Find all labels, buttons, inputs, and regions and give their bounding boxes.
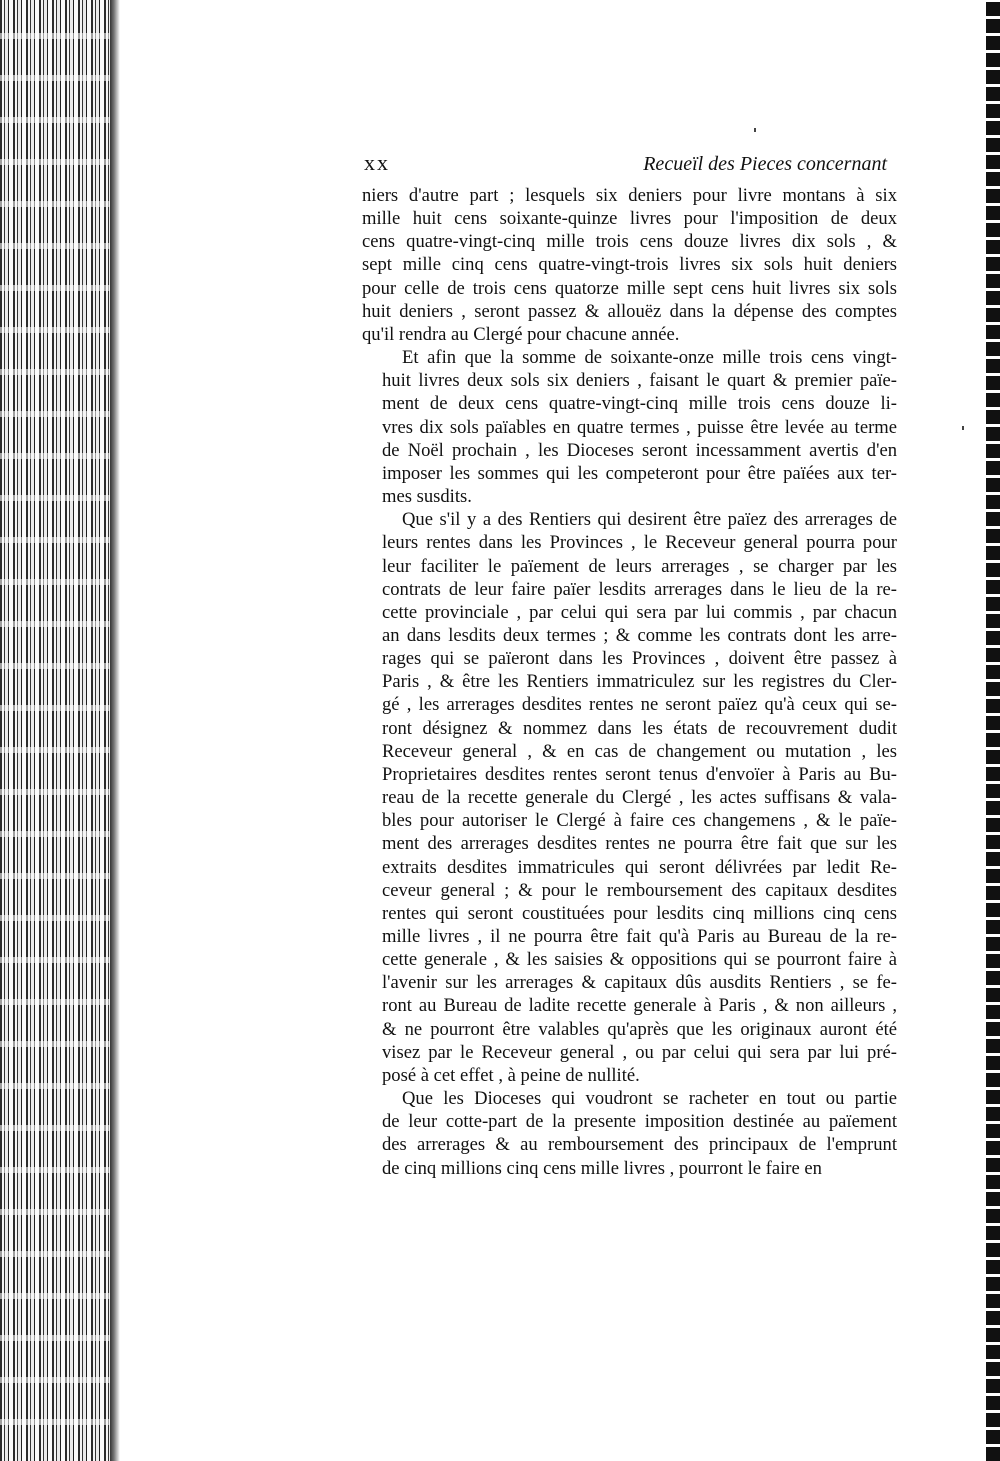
- text-line: ment des arrerages desdites rentes ne pourra être fait que sur les: [382, 833, 897, 855]
- running-head: [362, 150, 897, 184]
- text-line: vres dix sols païables en quatre termes , puisse être levée au terme: [382, 416, 897, 438]
- text-line: Et afin que la somme de soixante-onze mille trois cens vingt-: [402, 347, 897, 369]
- text-line: des arrerages & au remboursement des principaux de l'emprunt: [382, 1134, 897, 1156]
- text-line: ront au Bureau de ladite recette generale à Paris , & non ailleurs ,: [382, 995, 897, 1017]
- paragraph: [362, 508, 897, 1087]
- text-line: Que les Dioceses qui voudront se racheter en tout ou partie: [402, 1088, 897, 1110]
- text-line: gé , les arrerages desdites rentes ne seront païez qu'à ceux qui se-: [382, 694, 897, 716]
- text-line: de leur cotte-part de la presente imposition destinée au païement: [382, 1111, 897, 1133]
- paragraph: [362, 346, 897, 508]
- text-line: de cinq millions cinq cens mille livres , pourront le faire en: [382, 1157, 822, 1179]
- text-line: de Noël prochain , les Dioceses seront incessamment avertis d'en: [382, 439, 897, 461]
- text-line: Paris , & être les Rentiers immatriculez sur les registres du Cler-: [382, 671, 897, 693]
- text-line: cette generale , & les saisies & oppositions qui se pourront faire à: [382, 949, 897, 971]
- text-line: rentes qui seront coustituées pour lesdits cinq millions cinq cens: [382, 902, 897, 924]
- text-line: ront désignez & nommez dans les états de recouvrement dudit: [382, 717, 897, 739]
- text-line: Receveur general , & en cas de changement ou mutation , les: [382, 740, 897, 762]
- ink-speck: [962, 426, 964, 430]
- paragraph: [362, 1087, 897, 1180]
- text-line: mille huit cens soixante-quinze livres pour l'imposition de deux: [362, 208, 897, 230]
- page-fold-shadow: [110, 0, 120, 1461]
- text-line: contrats de leur faire païer lesdits arrerages dans le lieu de la re-: [382, 578, 897, 600]
- text-line: huit livres deux sols six deniers , faisant le quart & premier païe-: [382, 370, 897, 392]
- text-line: qu'il rendra au Clergé pour chacune année.: [362, 323, 680, 345]
- text-line: visez par le Receveur general , ou par celui qui sera par lui pré-: [382, 1041, 897, 1063]
- text-line: Que s'il y a des Rentiers qui desirent être païez des arrerages de: [402, 509, 897, 531]
- text-line: cette provinciale , par celui qui sera par lui commis , par chacun: [382, 601, 897, 623]
- text-line: ceveur general ; & pour le remboursement des capitaux desdites: [382, 879, 897, 901]
- text-line: huit deniers , seront passez & allouëz dans la dépense des comptes: [362, 300, 897, 322]
- text-line: pour celle de trois cens quatorze mille sept cens huit livres six sols: [362, 277, 897, 299]
- page-folio: xx: [364, 150, 390, 175]
- text-line: Proprietaires desdites rentes seront tenus d'envoïer à Paris au Bu-: [382, 763, 897, 785]
- text-line: leurs rentes dans les Provinces , le Receveur general pourra pour: [382, 532, 897, 554]
- page-content: [362, 150, 897, 1180]
- text-line: reau de la recette generale du Clergé , les actes suffisans & vala-: [382, 787, 897, 809]
- text-line: extraits desdites immatricules qui seront délivrées par ledit Re-: [382, 856, 897, 878]
- text-line: an dans lesdits deux termes ; & comme les contrats dont les arre-: [382, 624, 897, 646]
- text-line: ment de deux cens quatre-vingt-cinq mille trois cens douze li-: [382, 393, 897, 415]
- text-line: l'avenir sur les arrerages & capitaux dûs ausdits Rentiers , se fe-: [382, 972, 897, 994]
- page-right-edge: [986, 0, 1000, 1461]
- ink-speck: [754, 128, 756, 132]
- text-line: imposer les sommes qui les competeront pour être païées aux ter-: [382, 462, 897, 484]
- text-line: mes susdits.: [382, 486, 472, 508]
- text-line: leur faciliter le païement de leurs arrerages , se charger par les: [382, 555, 897, 577]
- text-line: cens quatre-vingt-cinq mille trois cens douze livres dix sols , &: [362, 231, 897, 253]
- book-binding-gutter: [0, 0, 118, 1461]
- body-text: [362, 184, 897, 1180]
- text-line: sept mille cinq cens quatre-vingt-trois livres six sols huit deniers: [362, 254, 897, 276]
- paragraph: [362, 184, 897, 346]
- running-title: Recueïl des Pieces concernant: [643, 153, 887, 175]
- text-line: rages qui se païeront dans les Provinces , doivent être passez à: [382, 648, 897, 670]
- text-line: posé à cet effet , à peine de nullité.: [382, 1064, 640, 1086]
- text-line: bles pour autoriser le Clergé à faire ces changemens , & le païe-: [382, 810, 897, 832]
- text-line: & ne pourront être valables qu'après que les originaux auront été: [382, 1018, 897, 1040]
- text-line: niers d'autre part ; lesquels six deniers pour livre montans à six: [362, 185, 897, 206]
- text-line: mille livres , il ne pourra être fait qu'à Paris au Bureau de la re-: [382, 926, 897, 947]
